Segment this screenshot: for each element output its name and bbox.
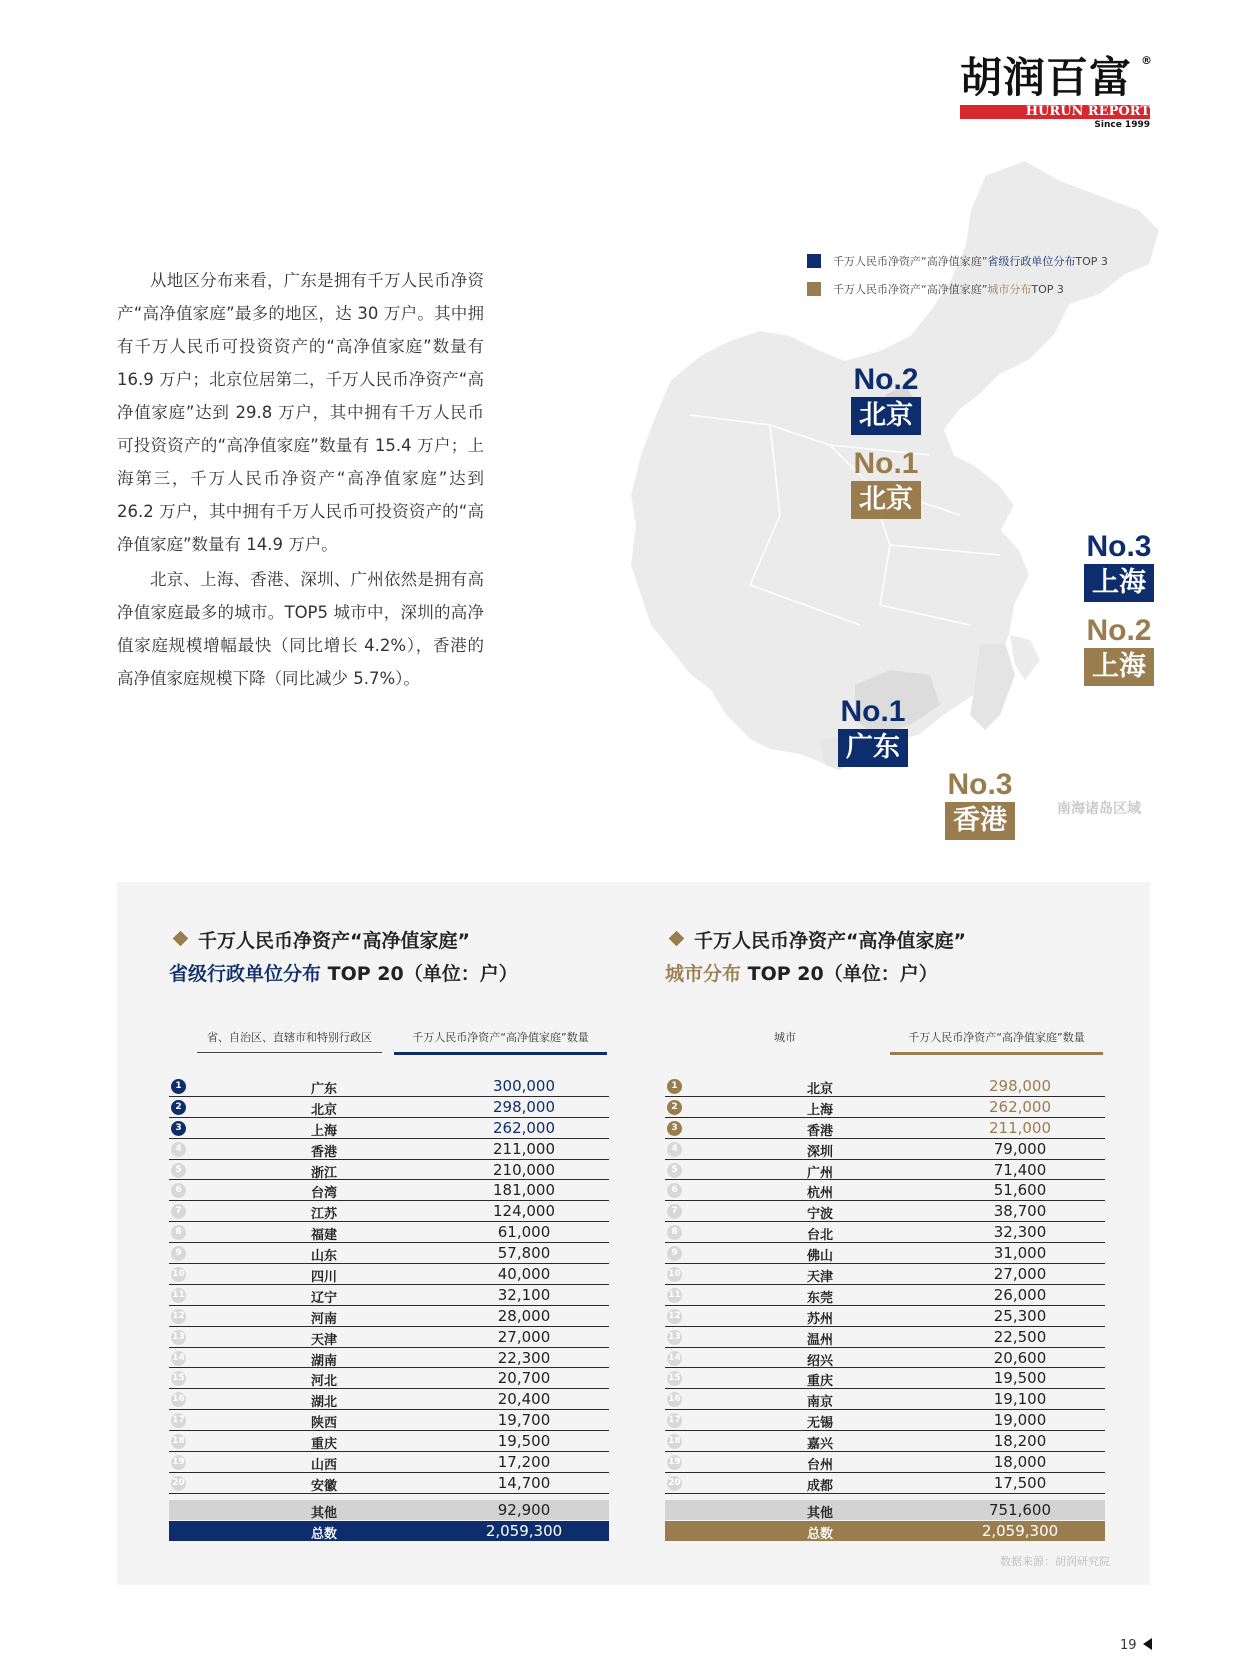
- rank-badge: 16: [171, 1392, 186, 1407]
- rank-region: 上海: [1084, 564, 1154, 602]
- article-paragraph-1: 从地区分布来看，广东是拥有千万人民币净资产“高净值家庭”最多的地区，达 30 万户。其中拥有千万人民币可投资资产的“高净值家庭”数量有 16.9 万户；北京位居第二，千万人民币净资产“高净值家庭”达到 29.8 万户，其中拥有千万人民币可投资资产的“高净值家庭”数量有 15.4 万户；上海第三，千万人民币净资产“高净值家庭”达到 26.2 万户，其中拥有千万人民币可投资资产的“高净值家庭”数量有 14.9 万户。: [117, 271, 484, 554]
- row-name: 广东: [310, 1082, 337, 1097]
- rank-region: 北京: [851, 397, 921, 435]
- row-name: 湖北: [310, 1395, 337, 1411]
- rank-badge: 2: [171, 1100, 186, 1115]
- row-value: 22,500: [993, 1327, 1047, 1346]
- rank-badge: 9: [667, 1246, 682, 1261]
- rank-badge: 7: [171, 1204, 186, 1219]
- row-name: 温州: [806, 1332, 833, 1348]
- table-row: [665, 1222, 1105, 1243]
- other-value: 751,600: [988, 1501, 1052, 1519]
- table-row: [665, 1118, 1105, 1139]
- rank-number: No.1: [853, 447, 919, 480]
- rank-number: No.1: [840, 695, 906, 728]
- triangle-left-icon: [1143, 1638, 1152, 1650]
- table-row: [665, 1348, 1105, 1369]
- city-title-rest: TOP 20（单位：户）: [741, 963, 938, 985]
- province-title-line1: 千万人民币净资产“高净值家庭”: [198, 930, 470, 952]
- rank-badge: 5: [667, 1163, 682, 1178]
- row-value: 181,000: [492, 1181, 556, 1200]
- row-name: 成都: [806, 1478, 833, 1494]
- row-name: 湖南: [310, 1353, 337, 1369]
- rank-badge: 10: [171, 1267, 186, 1282]
- page-number-text: 19: [1120, 1638, 1137, 1653]
- legend-city-prefix: 千万人民币净资产“高净值家庭”: [833, 283, 988, 296]
- row-value: 210,000: [492, 1160, 556, 1179]
- city-rows: [665, 1076, 1105, 1494]
- table-row: [169, 1410, 609, 1431]
- row-value: 27,000: [993, 1265, 1047, 1284]
- row-value: 31,000: [993, 1244, 1047, 1263]
- rank-badge: 18: [171, 1434, 186, 1449]
- table-row: [169, 1139, 609, 1160]
- rank-badge: 15: [171, 1371, 186, 1386]
- rank-region: 北京: [851, 481, 921, 519]
- rank-badge: 16: [667, 1392, 682, 1407]
- row-name: 福建: [310, 1228, 337, 1244]
- rank-badge: 5: [171, 1163, 186, 1178]
- legend-province-suffix: TOP 3: [1075, 254, 1108, 268]
- other-value: 92,900: [497, 1501, 551, 1519]
- legend-province: [807, 247, 1108, 275]
- map-legend: [807, 247, 1108, 303]
- row-value: 20,600: [993, 1348, 1047, 1367]
- row-name: 重庆: [310, 1437, 337, 1453]
- table-row: [665, 1410, 1105, 1431]
- city-other-row: [665, 1500, 1105, 1520]
- article-paragraph-2: 北京、上海、香港、深圳、广州依然是拥有高净值家庭最多的城市。TOP5 城市中，深圳的高净值家庭规模增幅最快（同比增长 4.2%），香港的高净值家庭规模下降（同比减少 5.7%）。: [117, 570, 484, 688]
- total-value: 2,059,300: [981, 1522, 1059, 1540]
- legend-city: [807, 275, 1108, 303]
- row-value: 19,100: [993, 1390, 1047, 1409]
- rank-badge: 20: [667, 1476, 682, 1491]
- province-title-rest: TOP 20（单位：户）: [321, 963, 518, 985]
- row-name: 香港: [806, 1123, 833, 1139]
- row-name: 南京: [806, 1395, 833, 1411]
- rank-badge: 11: [667, 1288, 682, 1303]
- rank-badge: 18: [667, 1434, 682, 1449]
- province-table-title: [169, 926, 470, 953]
- label-beijing-province: [851, 363, 921, 435]
- city-col-count: 千万人民币净资产“高净值家庭”数量: [890, 1029, 1103, 1055]
- rank-badge: 13: [171, 1330, 186, 1345]
- row-value: 211,000: [492, 1139, 556, 1158]
- logo-since: Since 1999: [1094, 120, 1150, 130]
- table-row: [665, 1076, 1105, 1097]
- total-value: 2,059,300: [485, 1522, 563, 1540]
- table-row: [169, 1368, 609, 1389]
- row-value: 51,600: [993, 1181, 1047, 1200]
- city-col-city: 城市: [774, 1031, 796, 1044]
- rank-number: No.2: [1086, 614, 1152, 647]
- rank-number: No.3: [1086, 530, 1152, 563]
- row-name: 陕西: [310, 1416, 337, 1432]
- row-name: 苏州: [806, 1311, 833, 1327]
- rank-badge: 12: [171, 1309, 186, 1324]
- city-title-line1: 千万人民币净资产“高净值家庭”: [694, 930, 966, 952]
- rank-badge: 4: [667, 1142, 682, 1157]
- row-name: 山西: [310, 1458, 337, 1474]
- label-shanghai-province: [1084, 530, 1154, 602]
- rank-badge: 12: [667, 1309, 682, 1324]
- rank-badge: 9: [171, 1246, 186, 1261]
- rank-badge: 2: [667, 1100, 682, 1115]
- table-row: [665, 1452, 1105, 1473]
- row-name: 天津: [806, 1270, 833, 1286]
- row-value: 20,700: [497, 1369, 551, 1388]
- table-row: [169, 1306, 609, 1327]
- row-value: 298,000: [988, 1077, 1052, 1095]
- table-row: [665, 1285, 1105, 1306]
- row-value: 17,200: [497, 1453, 551, 1472]
- table-row: [665, 1160, 1105, 1181]
- row-name: 四川: [310, 1270, 337, 1286]
- row-name: 深圳: [806, 1144, 833, 1160]
- table-row: [169, 1076, 609, 1097]
- registered-mark: ®: [1141, 54, 1152, 67]
- table-row: [169, 1118, 609, 1139]
- legend-city-suffix: TOP 3: [1031, 282, 1064, 296]
- legend-city-highlight: 城市分布: [987, 283, 1032, 296]
- province-rows: [169, 1076, 609, 1494]
- row-name: 广州: [806, 1165, 833, 1181]
- label-guangdong-province: [838, 695, 908, 767]
- label-hongkong-city: [945, 768, 1015, 840]
- rank-badge: 4: [171, 1142, 186, 1157]
- rank-badge: 20: [171, 1476, 186, 1491]
- rank-badge: 15: [667, 1371, 682, 1386]
- label-beijing-city: [851, 447, 921, 519]
- row-name: 台北: [806, 1228, 833, 1244]
- row-value: 26,000: [993, 1285, 1047, 1304]
- row-value: 262,000: [988, 1097, 1052, 1116]
- legend-province-prefix: 千万人民币净资产“高净值家庭”: [833, 255, 988, 268]
- other-label: 其他: [310, 1506, 337, 1521]
- row-value: 57,800: [497, 1244, 551, 1263]
- rank-badge: 17: [667, 1413, 682, 1428]
- table-row: [665, 1306, 1105, 1327]
- row-name: 无锡: [806, 1416, 833, 1432]
- row-value: 61,000: [497, 1223, 551, 1242]
- label-shanghai-city: [1084, 614, 1154, 686]
- row-value: 27,000: [497, 1327, 551, 1346]
- logo-english: HURUN REPORT: [1025, 104, 1150, 119]
- table-row: [169, 1180, 609, 1201]
- table-row: [169, 1348, 609, 1369]
- table-row: [665, 1097, 1105, 1118]
- row-name: 绍兴: [806, 1353, 833, 1369]
- rank-badge: 10: [667, 1267, 682, 1282]
- table-row: [169, 1264, 609, 1285]
- row-value: 124,000: [492, 1202, 556, 1221]
- row-name: 上海: [806, 1102, 833, 1118]
- province-total-row: [169, 1521, 609, 1541]
- row-value: 211,000: [988, 1118, 1052, 1137]
- row-name: 台湾: [310, 1186, 337, 1202]
- row-name: 嘉兴: [806, 1437, 833, 1453]
- row-value: 32,300: [993, 1223, 1047, 1242]
- table-row: [169, 1327, 609, 1348]
- table-row: [169, 1285, 609, 1306]
- row-name: 台州: [806, 1458, 833, 1474]
- table-row: [665, 1243, 1105, 1264]
- row-value: 17,500: [993, 1473, 1047, 1492]
- rank-badge: 7: [667, 1204, 682, 1219]
- legend-province-highlight: 省级行政单位分布: [987, 255, 1076, 268]
- diamond-icon: [669, 931, 685, 947]
- table-row: [665, 1431, 1105, 1452]
- row-value: 19,500: [497, 1432, 551, 1451]
- legend-gold-swatch: [807, 282, 821, 296]
- row-value: 28,000: [497, 1306, 551, 1325]
- rank-number: No.2: [853, 363, 919, 396]
- logo-chinese: 胡润百富: [960, 53, 1133, 102]
- row-value: 71,400: [993, 1160, 1047, 1179]
- rank-badge: 14: [667, 1351, 682, 1366]
- rank-badge: 3: [667, 1121, 682, 1136]
- row-name: 辽宁: [310, 1290, 337, 1306]
- table-row: [665, 1389, 1105, 1410]
- province-other-row: [169, 1500, 609, 1520]
- rank-badge: 8: [171, 1225, 186, 1240]
- table-row: [169, 1243, 609, 1264]
- rank-region: 上海: [1084, 648, 1154, 686]
- row-value: 22,300: [497, 1348, 551, 1367]
- city-table-title: [665, 926, 966, 953]
- table-row: [665, 1201, 1105, 1222]
- other-label: 其他: [806, 1506, 833, 1521]
- table-row: [665, 1180, 1105, 1201]
- rank-badge: 8: [667, 1225, 682, 1240]
- row-value: 19,700: [497, 1411, 551, 1430]
- row-name: 山东: [310, 1249, 337, 1265]
- table-row: [665, 1139, 1105, 1160]
- hurun-logo: [960, 52, 1160, 134]
- row-value: 18,000: [993, 1453, 1047, 1472]
- province-col-region: 省、自治区、直辖市和特别行政区: [197, 1029, 382, 1053]
- row-name: 北京: [806, 1082, 833, 1097]
- rank-badge: 19: [667, 1455, 682, 1470]
- row-value: 300,000: [492, 1077, 556, 1095]
- row-value: 79,000: [993, 1139, 1047, 1158]
- rank-region: 广东: [838, 729, 908, 767]
- diamond-icon: [173, 931, 189, 947]
- table-row: [169, 1201, 609, 1222]
- table-row: [169, 1222, 609, 1243]
- row-name: 天津: [310, 1332, 337, 1348]
- rank-badge: 1: [171, 1079, 186, 1094]
- row-name: 河北: [310, 1374, 337, 1390]
- rank-number: No.3: [947, 768, 1013, 801]
- city-total-row: [665, 1521, 1105, 1541]
- table-row: [169, 1097, 609, 1118]
- row-value: 38,700: [993, 1202, 1047, 1221]
- table-row: [169, 1452, 609, 1473]
- table-row: [169, 1389, 609, 1410]
- rank-badge: 17: [171, 1413, 186, 1428]
- article-body: [117, 264, 484, 695]
- row-value: 25,300: [993, 1306, 1047, 1325]
- table-row: [169, 1473, 609, 1494]
- rank-region: 香港: [945, 802, 1015, 840]
- row-name: 东莞: [806, 1290, 833, 1306]
- row-name: 重庆: [806, 1374, 833, 1390]
- south-sea-islands-label: 南海诸岛区域: [1057, 801, 1141, 817]
- row-name: 河南: [310, 1311, 337, 1327]
- row-value: 20,400: [497, 1390, 551, 1409]
- table-row: [665, 1327, 1105, 1348]
- province-title-highlight: 省级行政单位分布: [169, 963, 322, 985]
- table-row: [169, 1160, 609, 1181]
- row-name: 江苏: [310, 1207, 337, 1223]
- table-row: [169, 1431, 609, 1452]
- legend-navy-swatch: [807, 254, 821, 268]
- row-value: 262,000: [492, 1118, 556, 1137]
- row-name: 宁波: [806, 1207, 833, 1223]
- rank-badge: 11: [171, 1288, 186, 1303]
- rank-badge: 19: [171, 1455, 186, 1470]
- city-table-subtitle: [665, 959, 938, 986]
- row-name: 杭州: [806, 1186, 833, 1202]
- row-value: 298,000: [492, 1097, 556, 1116]
- row-name: 安徽: [310, 1478, 337, 1494]
- province-table-subtitle: [169, 959, 518, 986]
- page-number: [1120, 1638, 1152, 1653]
- province-col-count: 千万人民币净资产“高净值家庭”数量: [394, 1029, 607, 1055]
- table-row: [665, 1473, 1105, 1494]
- row-value: 19,500: [993, 1369, 1047, 1388]
- rank-badge: 14: [171, 1351, 186, 1366]
- row-name: 北京: [310, 1102, 337, 1118]
- row-name: 佛山: [806, 1249, 833, 1265]
- tables-panel: [117, 882, 1150, 1585]
- table-row: [665, 1264, 1105, 1285]
- row-name: 香港: [310, 1144, 337, 1160]
- rank-badge: 1: [667, 1079, 682, 1094]
- row-value: 14,700: [497, 1473, 551, 1492]
- table-row: [665, 1368, 1105, 1389]
- rank-badge: 3: [171, 1121, 186, 1136]
- rank-badge: 6: [667, 1183, 682, 1198]
- city-title-highlight: 城市分布: [665, 963, 742, 985]
- row-value: 18,200: [993, 1432, 1047, 1451]
- total-label: 总数: [806, 1527, 833, 1542]
- rank-badge: 13: [667, 1330, 682, 1345]
- row-name: 上海: [310, 1123, 337, 1139]
- data-source: 数据来源：胡润研究院: [1000, 1555, 1110, 1568]
- total-label: 总数: [310, 1527, 337, 1542]
- row-value: 32,100: [497, 1285, 551, 1304]
- rank-badge: 6: [171, 1183, 186, 1198]
- row-value: 19,000: [993, 1411, 1047, 1430]
- row-name: 浙江: [310, 1165, 337, 1181]
- row-value: 40,000: [497, 1265, 551, 1284]
